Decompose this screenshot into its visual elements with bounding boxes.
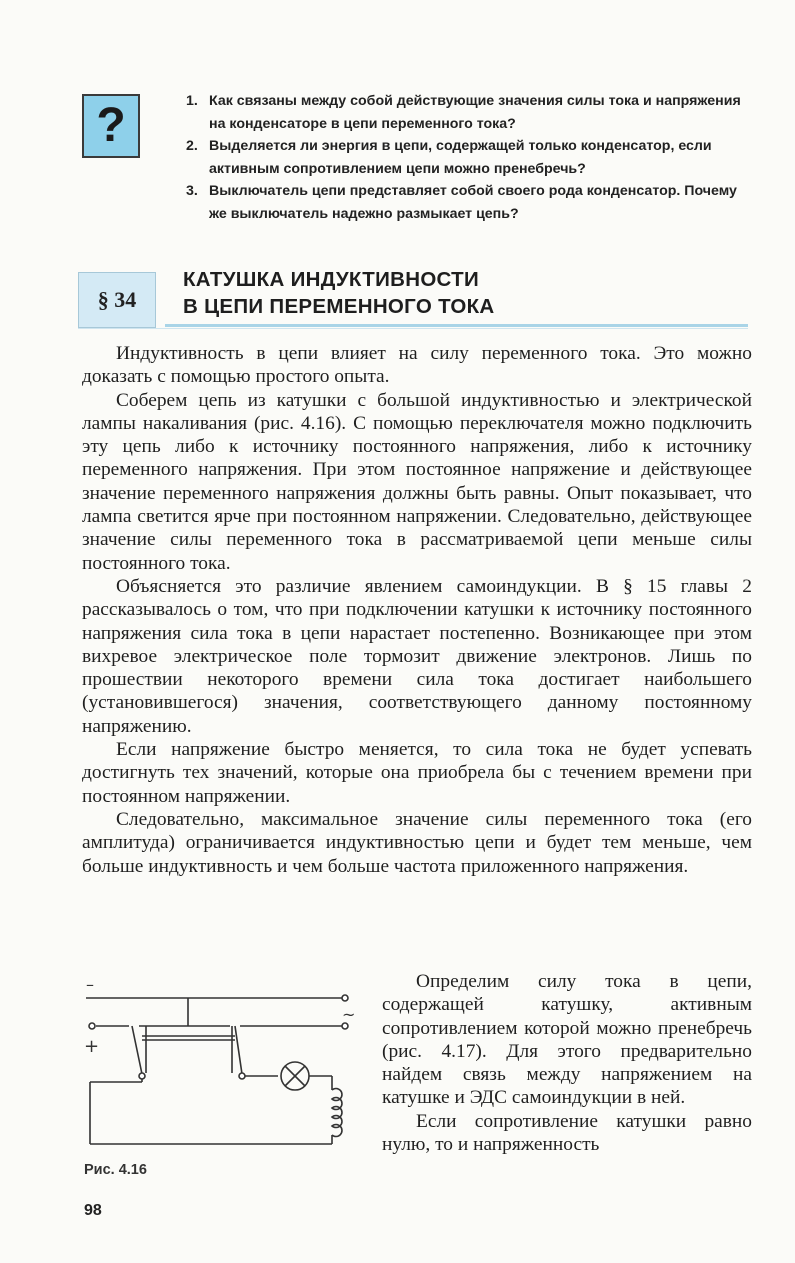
paragraph: Соберем цепь из катушки с большой индуктивностью и электрической лампы накаливания (рис. 4.16). С помощью переключателя можно подключить эту цепь либо к источнику постоянного напряжения, либо к источнику переменного напряжения. При этом постоянное напряжение и действующее значение переменного напряжения должны быть равны. Опыт показывает, что лампа светится ярче при постоянном напряжении. Следовательно, действующее значение силы переменного тока в рассматриваемой цепи меньше силы постоянного тока. [82, 389, 752, 574]
page-number: 98 [84, 1202, 102, 1219]
paragraph: Определим силу тока в цепи, содержащей катушку, активным сопротивлением которой можно пренебречь (рис. 4.17). Для этого предварительно найдем связь между напряжением на катушке и ЭДС самоиндукции в ней. [382, 971, 752, 1109]
section-title [183, 266, 743, 320]
question-number: 2. [186, 138, 198, 154]
paragraph: Следовательно, максимальное значение силы переменного тока (его амплитуда) ограничивается индуктивностью цепи и будет тем меньше, чем больше индуктивность и чем больше частота приложенного напряжения. [82, 808, 752, 877]
circuit-diagram [80, 978, 370, 1150]
question-number: 1. [186, 93, 198, 109]
paragraph: Если напряжение быстро меняется, то сила тока не будет успевать достигнуть тех значений, которые она приобрела бы с течением времени при постоянном напряжении. [82, 739, 752, 807]
body-text [82, 342, 752, 878]
question-item [186, 135, 751, 180]
question-item [186, 90, 751, 135]
question-item [186, 180, 751, 225]
section-title-line: В ЦЕПИ ПЕРЕМЕННОГО ТОКА [183, 295, 495, 318]
wrapped-text [382, 970, 752, 1156]
section-number-badge: § 34 [78, 272, 156, 328]
question-text: Как связаны между собой действующие значения силы тока и напряжения на конденсаторе в цепи переменного тока? [209, 93, 741, 132]
section-divider [165, 324, 748, 327]
plus-sign: + [84, 1036, 100, 1057]
review-questions [186, 90, 751, 225]
paragraph: Индуктивность в цепи влияет на силу переменного тока. Это можно доказать с помощью простого опыта. [82, 343, 752, 388]
ac-sign: ~ [342, 1005, 356, 1024]
question-text: Выделяется ли энергия в цепи, содержащей только конденсатор, если активным сопротивлением цепи можно пренебречь? [209, 138, 712, 177]
paragraph: Объясняется это различие явлением самоиндукции. В § 15 главы 2 рассказывалось о том, что при подключении катушки к источнику постоянного напряжения сила тока в цепи нарастает постепенно. Возникающее при этом вихревое электрическое поле тормозит движение электронов. Лишь по прошествии некоторого времени сила тока достигает наибольшего (установившегося) значения, соответствующего данному постоянному напряжению. [82, 575, 752, 737]
section-divider-thin [78, 328, 748, 329]
question-text: Выключатель цепи представляет собой своего рода конденсатор. Почему же выключатель надежно размыкает цепь? [209, 183, 737, 222]
question-number: 3. [186, 183, 198, 199]
minus-sign: – [86, 978, 94, 994]
section-title-line: КАТУШКА ИНДУКТИВНОСТИ [183, 268, 480, 291]
paragraph: Если сопротивление катушки равно нулю, то и напряженность [382, 1110, 752, 1156]
figure-caption: Рис. 4.16 [84, 1162, 147, 1178]
question-icon: ? [82, 94, 140, 158]
